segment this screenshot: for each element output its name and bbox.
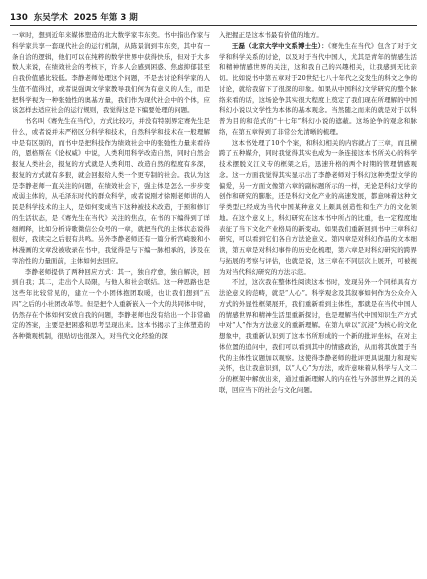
paragraph: 入把握正是这本书最有价值的地方。 xyxy=(219,31,323,39)
page-number: 130 xyxy=(10,13,28,23)
paragraph: 这本书处理了10个个案，和科幻相关的内容就占了三章，而且横跨了五种媒介，同时我觉得其实也成为一条连接这本书所关心的科学技术摆脱义江义专的框架之后，迅速升格的两个时期的管理情感观念。这一方面我觉得其实显示出了李静老师对于科幻这种类型文学的偏爱，另一方面文像第六章的副标题所示的一样，无论是科幻文学的创作和研究的膨胀，还是科幻文化产业的高速发展，都意味着这种文学类型已经成为当代中国某种意义上颇具创造性和生产力的文化领地。在这个意义上，科幻研究在这本书中所占的比重，也一定程度地表征了当下文化产业格局的新变动。如果我们重新回到书中三章科幻研究，可以看到它们各自方法论意义。第四章是对科幻作品的文本细读，第五章是对科幻事件的历史化梳理，第六章是对科幻研究的跨界与拓展的考察与评估，也就是说，这三章在不同层次上展开，可被视为对当代科幻研究的方法示范。 xyxy=(219,138,417,276)
paragraph: 书名叫《赛先生在当代》，方式比较巧，并没有特别界定赛先生是什么，或者说并未严格区分科学和技术，自然科学和技术在一般理解中是有区别的，而书中是把科技作为绩效社会中的张弛性力量来看待的，恩格斯在《论权威》中说，人类利用科学改造自然，同时自然会报复人类社会，报复的方式就是人类利用、改造自然的程度有多深，报复的方式就有多狠，就会回报给人类一个更专制的社会。我认为这是李静老师一直关注的问题，在绩效社会下，强主体是怎么一步步变成弱主体的，从毛泽东时代的群众科学，或者说刚才徐刚老师讲的人民是科学技术的主人，是如何变成当下这种被技术改造，于预和修订的生活状态，是《赛先生在当代》关注的焦点，在书的下编得到了详细阐释，比如分析诗歌微信公众号的一章，就把当代的主体状态说得很好，我读完之后很有共鸣。另外李静老师还有一篇分析宫崎骏和小林漫画的文章没被收录在书中，我觉得是与下编一脉相承的，涉及在宰治性的力量面前，主体如何去回应。 xyxy=(12,117,210,265)
paragraph: 不过，这次我在整体性阅读这本书时，发现另外一个同样具有方法论意义的范畴，就是“人心”。科学观念及其叙事如何作为公众介入方式的外显性框架展开，我们重新看到主体性，那就是在当代中国人的情感世界和精神生活里重新探讨，也是理解当代中国知识生产方式中对“人”作为方法意义的重新理解。在第九章以“沉浸”为核心的文化想象中，我重新认识到了这本书所形成的一个新的批评坐标，在对主体位置的追问中，我们可以看到其中的情感政治，从而将其放置于当代的主体性议题加以观察。这使得李静老师的批评更具说服力和现实关怀，也让我意识到，以“人心”为方法，或许意味着从科学与人文二分的框架中解放出来，通过重新理解人的内在性与外部世界之间的关联，回应当下的社会与文化问题。 xyxy=(219,278,417,394)
left-column xyxy=(12,30,210,572)
paragraph: 李静老师提供了两种回应方式：其一，独自疗愈，独自解决，回到自我；其二，走出个人局限，与他人和社会联结。这一种思路也是这些年比较常见的，建立一个小团体抱团取暖，也让我们想到“五四”之后的小社团改革等。但是把个人重新嵌入一个大的共同体中时，仍然存在个体如何安放自我的问题，李静老师也没有给出一个非常确定的答案，主要是把困惑和思考呈现出来。这本书揭示了主体塑造的各种微观机制，很贴切也很深入，对当代文化经验的深 xyxy=(12,267,210,340)
right-column xyxy=(219,30,417,572)
running-header xyxy=(10,9,417,26)
speaker-name: 王磊（北京大学中文系博士生）： xyxy=(231,41,328,50)
journal-name: 东吴学术 xyxy=(33,13,68,23)
speaker-paragraph xyxy=(219,41,417,138)
issue-label: 2025 年第 3 期 xyxy=(73,13,138,23)
paragraph: 一章时，想到近年来媒体塑造的北大数学家韦东奕。书中指出作家与科学家共享一套现代社会的运行机制，从陈景润到韦东奕，其中有一条自洽的逻辑，他们可以在纯粹的数学世界中获得快乐，但对于大多数人来说，在绩效社会的考核下，许多人会感到困惑、焦虑抑郁甚至自我价值感比较低。李静老师处理这个问题，不是去讨论科学家的人生值不值得过，或者说强调文学家教导我们何为有意义的人生，而是把科学视为一种张弛性的奥基方量，我们作为现代社会中的个体，应该怎样去适应社会的运行规则，我觉得这是下编要处理的问题。 xyxy=(12,31,210,115)
speaker-text: 《赛先生在当代》包含了对于文学和科学关系的讨论，以及对于当代中国人，尤其是青年的情感生活和精神情感世界的关注，这和我自己的兴趣相关，让我感到无比亲切。比如说书中第五章对于20世纪七八十年代之交发生的科文之争的讨论，就给我留下了很深的印象。如果从中国科幻文学研究的整个脉络来看的话，这场论争其实很大程度上奠定了我们现在所理解的中国科幻小说以文学性为本体的基本观念。当然随之而来的就是对于以科普为目的和范式的“十七年”科幻小说的遮蔽。这场论争的观念和脉络，在第五章得到了非常公允清晰的梳理。 xyxy=(219,41,417,136)
